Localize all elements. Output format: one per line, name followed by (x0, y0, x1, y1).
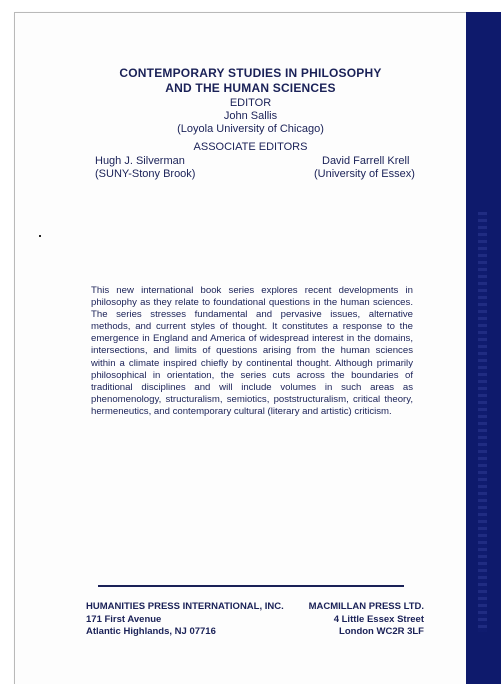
print-speck (39, 235, 41, 237)
publisher-left-address-2: Atlantic Highlands, NJ 07716 (86, 626, 216, 638)
background-strip (0, 684, 501, 700)
divider-rule (98, 585, 404, 587)
publisher-left-name: HUMANITIES PRESS INTERNATIONAL, INC. (86, 601, 284, 612)
editor-heading: EDITOR (229, 97, 272, 109)
series-title-line-2: AND THE HUMAN SCIENCES (165, 81, 336, 95)
associate-editor-left (95, 155, 195, 181)
editor-affiliation: (Loyola University of Chicago) (177, 123, 324, 135)
associate-editor-left-affiliation: (SUNY-Stony Brook) (95, 168, 196, 180)
spine-lettering (478, 212, 487, 632)
publisher-left (86, 601, 284, 639)
publisher-right (300, 601, 424, 639)
editor-name: John Sallis (223, 110, 278, 122)
series-title-line-1: CONTEMPORARY STUDIES IN PHILOSOPHY (119, 66, 382, 80)
publisher-right-address-2: London WC2R 3LF (339, 626, 424, 638)
associate-editor-right-name: David Farrell Krell (322, 155, 410, 167)
series-description: This new international book series explores recent developments in philosophy as they relate to foundational questions in the human sciences. The series stresses fundamental and pervasive issues, alternative methods, and current styles of thought. It constitutes a response to the emergence in England and America of widespread interest in the domains, intersections, and limits of questions arising from the human sciences within a climate inspired chiefly by continental thought. Although primarily philosophical in orientation, the series cuts across the boundaries of traditional disciplines and will include volumes in such areas as phenomenology, structuralism, semiotics, poststructuralism, critical theory, hermeneutics, and contemporary cultural (literary and artistic) criticism. (91, 285, 413, 417)
associate-editor-right (314, 155, 415, 181)
publisher-right-address-1: 4 Little Essex Street (333, 613, 424, 625)
publisher-right-name: MACMILLAN PRESS LTD. (308, 601, 424, 612)
associate-editors-heading: ASSOCIATE EDITORS (193, 141, 308, 153)
publisher-left-address-1: 171 First Avenue (86, 613, 162, 625)
associate-editor-right-affiliation: (University of Essex) (314, 168, 415, 180)
associate-editor-left-name: Hugh J. Silverman (95, 155, 185, 167)
